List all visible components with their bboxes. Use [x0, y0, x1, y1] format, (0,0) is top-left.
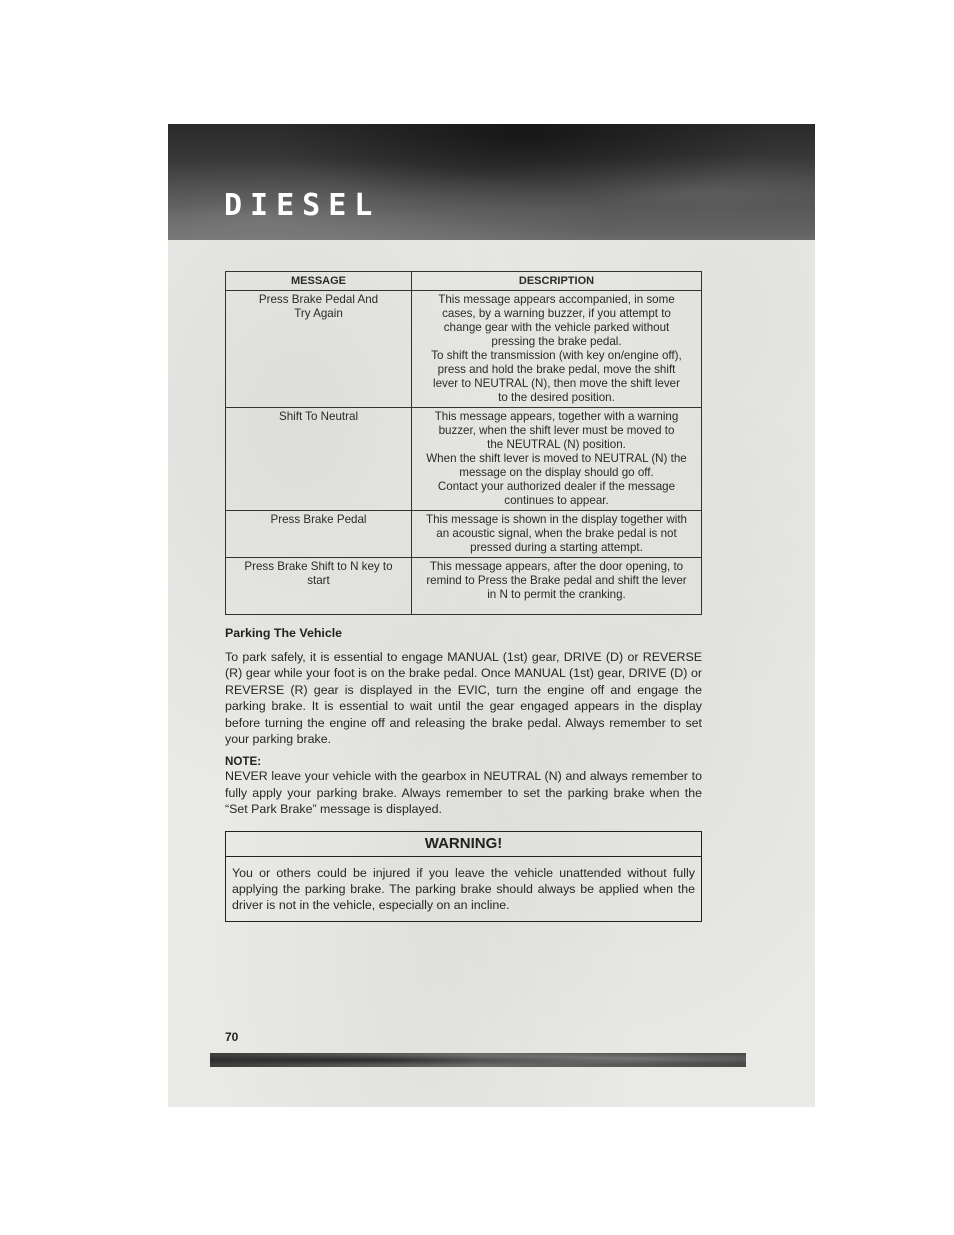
- footer-band: [210, 1053, 746, 1067]
- description-line: buzzer, when the shift lever must be moved to: [438, 424, 675, 437]
- message-line: Try Again: [294, 307, 343, 320]
- page-number: 70: [225, 1030, 239, 1044]
- note-text: NEVER leave your vehicle with the gearbox in NEUTRAL (N) and always remember to fully apply your parking brake. Always remember to set the parking brake when the “Set Park Brake” message is displayed.: [225, 769, 702, 817]
- description-line: continues to appear.: [504, 494, 609, 507]
- message-cell: [226, 291, 412, 408]
- table-row: [226, 408, 702, 511]
- description-cell: [412, 291, 702, 408]
- message-line: Shift To Neutral: [278, 410, 359, 423]
- description-line: When the shift lever is moved to NEUTRAL (N) the: [426, 452, 687, 465]
- column-header-message: MESSAGE: [226, 272, 412, 291]
- description-line: To shift the transmission (with key on/engine off),: [431, 349, 682, 362]
- description-line: This message appears, after the door opening, to: [429, 560, 684, 573]
- warning-title: WARNING!: [226, 832, 701, 857]
- description-line: remind to Press the Brake pedal and shift the lever: [426, 574, 687, 587]
- description-line: This message is shown in the display together with: [426, 513, 687, 526]
- description-line: pressing the brake pedal.: [491, 335, 622, 348]
- description-line: lever to NEUTRAL (N), then move the shift lever: [433, 377, 680, 390]
- parking-paragraph: To park safely, it is essential to engage MANUAL (1st) gear, DRIVE (D) or REVERSE (R) gear while your foot is on the brake pedal. Once MANUAL (1st) gear, DRIVE (D) or REVERSE (R) gear is displayed in the EVIC, turn the engine off and engage the parking brake. It is essential to wait until the gear engaged appears in the display before turning the engine off and releasing the brake pedal. Always remember to set your parking brake.: [225, 650, 702, 747]
- description-line: This message appears, together with a warning: [434, 410, 679, 423]
- page-content: [225, 271, 702, 922]
- section-heading: Parking The Vehicle: [225, 626, 343, 640]
- message-cell: [226, 558, 412, 615]
- description-line: change gear with the vehicle parked without: [443, 321, 670, 334]
- section-title: DIESEL: [224, 188, 381, 223]
- table-row: [226, 558, 702, 615]
- description-line: in N to permit the cranking.: [487, 588, 626, 601]
- description-line: This message appears accompanied, in some: [438, 293, 675, 306]
- warning-text: You or others could be injured if you leave the vehicle unattended without fully applying the parking brake. The parking brake should always be applied when the driver is not in the vehicle, especially on an incline.: [232, 865, 695, 913]
- description-line: message on the display should go off.: [459, 466, 654, 479]
- description-line: cases, by a warning buzzer, if you attempt to: [442, 307, 671, 320]
- table-row: [226, 291, 702, 408]
- table-row: [226, 511, 702, 558]
- message-line: start: [307, 574, 330, 587]
- description-cell: [412, 408, 702, 511]
- description-line: to the desired position.: [498, 391, 615, 404]
- message-cell: [226, 511, 412, 558]
- table-header-row: [226, 272, 702, 291]
- description-line: Contact your authorized dealer if the message: [437, 480, 676, 493]
- warning-box: [225, 831, 702, 922]
- message-table: [225, 271, 702, 615]
- description-cell: [412, 511, 702, 558]
- description-line: pressed during a starting attempt.: [470, 541, 643, 554]
- note-label: NOTE:: [225, 755, 262, 769]
- column-header-description: DESCRIPTION: [412, 272, 702, 291]
- message-line: Press Brake Shift to N key to: [244, 560, 393, 573]
- description-line: an acoustic signal, when the brake pedal is not: [436, 527, 677, 540]
- message-cell: [226, 408, 412, 511]
- message-line: Press Brake Pedal: [270, 513, 367, 526]
- description-cell: [412, 558, 702, 615]
- description-line: press and hold the brake pedal, move the shift: [437, 363, 676, 376]
- table-body: [226, 291, 702, 615]
- manual-page: [168, 124, 815, 1107]
- description-line: the NEUTRAL (N) position.: [487, 438, 626, 451]
- message-line: Press Brake Pedal And: [258, 293, 379, 306]
- header-band: [168, 124, 815, 240]
